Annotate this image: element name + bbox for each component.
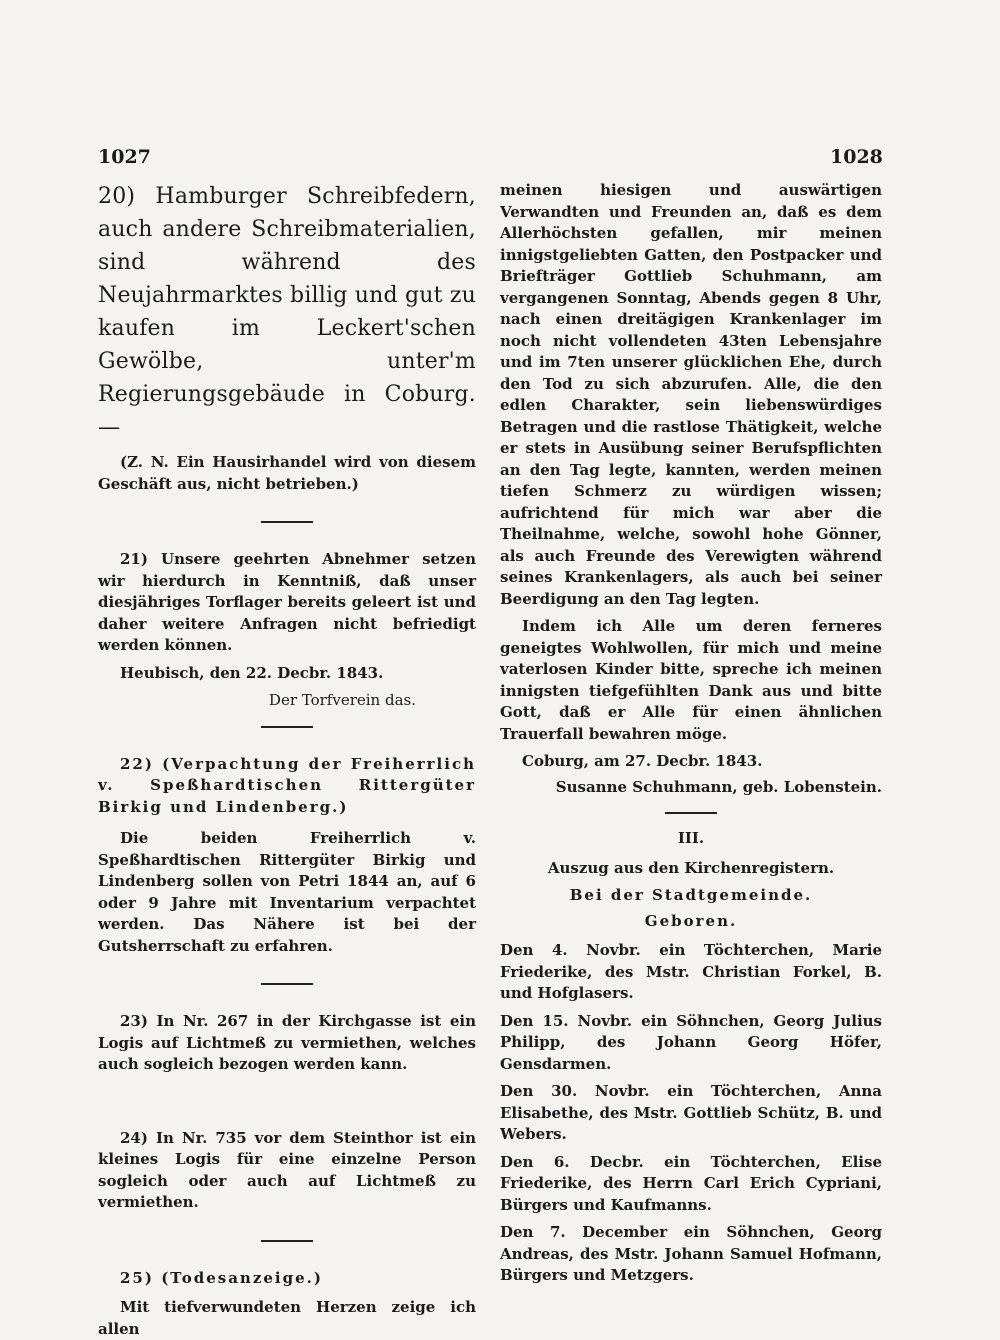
death-notice-thanks: Indem ich Alle um deren ferneres geneigtes Wohlwollen, für mich und meine vaterlosen Kinder bitte, spreche ich meinen innigsten tiefgefühlten Dank aus und bitte Gott, daß er Alle für einen ähnlichen Trauerfall bewahren möge. <box>500 617 882 743</box>
birth-entry: Den 15. Novbr. ein Söhnchen, Georg Julius Philipp, des Johann Georg Höfer, Gensdarmen. <box>500 1011 882 1073</box>
death-notice-continued: meinen hiesigen und auswärtigen Verwandten und Freunden an, daß es dem Allerhöchsten gefallen, mir meinen innigstgeliebten Gatten, den Postpacker und Briefträger Gottlieb Schuhmann, am vergangenen Sonntag, Abends gegen 8 Uhr, nach einen dreitägigen Krankenlager im noch nicht vollendeten 43ten Lebensjahre und im 7ten unserer glücklichen Ehe, durch den Tod zu sich abzurufen. Alle, die den edlen Charakter, sein liebenswürdiges Betragen und die rastlose Thätigkeit, welche er stets in Ausübung seiner Berufspflichten an den Tag legte, kannten, werden meinen tiefen Schmerz zu würdigen wissen; aufrichtend für mich war aber die Theilnahme, welche, sowohl hohe Gönner, als auch Freunde des Verewigten während seines Krankenlagers, als auch bei seiner Beerdigung an den Tag legten. <box>500 181 882 608</box>
right-column <box>500 180 882 1293</box>
section-title: Auszug aus den Kirchenregistern. <box>547 858 835 877</box>
birth-entry: Den 4. Novbr. ein Töchterchen, Marie Friederike, des Mstr. Christian Forkel, B. und Hofglasers. <box>500 941 882 1002</box>
death-notice-dateline: Coburg, am 27. Decbr. 1843. <box>522 752 763 770</box>
ad-23-text: 23) In Nr. 267 in der Kirchgasse ist ein Logis auf Lichtmeß zu vermiethen, welches auch sogleich bezogen werden kann. <box>98 1012 476 1073</box>
birth-entry: Den 30. Novbr. ein Töchterchen, Anna Elisabethe, des Mstr. Gottlieb Schütz, B. und Webers. <box>500 1082 882 1143</box>
death-notice-signature: Susanne Schuhmann, geb. Lobenstein. <box>555 777 882 796</box>
ad-21-dateline: Heubisch, den 22. Decbr. 1843. <box>120 663 384 682</box>
ad-22-heading: 22) (Verpachtung der Freiherrlich v. Speßhardtischen Rittergüter Birkig und Lindenberg.) <box>98 754 476 816</box>
left-column <box>98 180 476 1340</box>
section-number: III. <box>677 829 705 847</box>
ad-21-text: 21) Unsere geehrten Abnehmer setzen wir hierdurch in Kenntniß, daß unser diesjähriges Torflager bereits geleert ist und daher weitere Anfragen nicht befriedigt werden können. <box>98 550 476 654</box>
ad-25-heading: 25) (Todesanzeige.) <box>120 1268 323 1287</box>
ad-22-text: Die beiden Freiherrlich v. Speßhardtischen Rittergüter Birkig und Lindenberg sollen von Petri 1844 an, auf 6 oder 9 Jahre mit Inventarium verpachtet werden. Das Nähere ist bei der Gutsherrschaft zu erfahren. <box>98 829 476 955</box>
ad-25-text: Mit tiefverwundeten Herzen zeige ich allen <box>98 1298 476 1338</box>
birth-entry: Den 7. December ein Söhnchen, Georg Andreas, des Mstr. Johann Samuel Hofmann, Bürgers und Metzgers. <box>500 1223 882 1284</box>
ad-20-note: (Z. N. Ein Hausirhandel wird von diesem Geschäft aus, nicht betrieben.) <box>98 453 476 493</box>
parish-heading: Bei der Stadtgemeinde. <box>569 886 813 904</box>
ad-20-text: 20) Hamburger Schreibfedern, auch andere Schreibmaterialien, sind während des Neujahrmarktes billig und gut zu kaufen im Leckert'schen Gewölbe, unter'm Regierungsgebäude in Coburg. — <box>98 184 476 440</box>
page-number-right: 1028 <box>830 146 883 168</box>
ad-24-text: 24) In Nr. 735 vor dem Steinthor ist ein kleines Logis für eine einzelne Person sogleich oder auch auf Lichtmeß zu vermiethen. <box>98 1128 476 1211</box>
ad-21-signature: Der Torfverein das. <box>268 691 416 709</box>
birth-entry: Den 6. Decbr. ein Töchterchen, Elise Friederike, des Herrn Carl Erich Cypriani, Bürgers und Kaufmanns. <box>500 1152 882 1214</box>
category-heading: Geboren. <box>644 911 738 930</box>
page-number-left: 1027 <box>98 146 151 168</box>
